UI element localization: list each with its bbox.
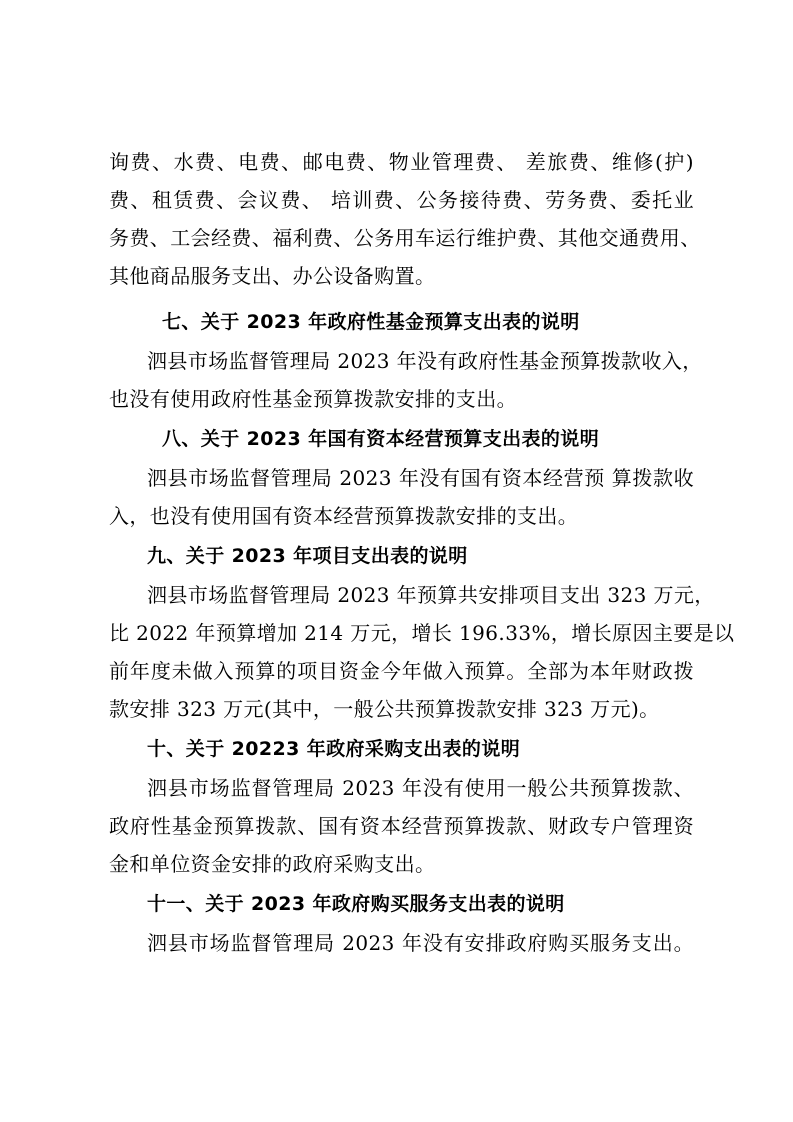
section-heading: 十一、关于 2023 年政府购买服务支出表的说明 [147, 893, 565, 915]
section-heading: 九、关于 2023 年项目支出表的说明 [147, 545, 468, 567]
paragraph-line: 比 2022 年预算增加 214 万元，增长 196.33%，增长原因主要是以 [109, 621, 735, 645]
paragraph-line: 政府性基金预算拨款、国有资本经营预算拨款、财政专户管理资 [109, 814, 694, 838]
paragraph-line: 务费、工会经费、福利费、公务用车运行维护费、其他交通费用、 [109, 226, 701, 250]
paragraph-line: 泗县市场监督管理局 2023 年没有政府性基金预算拨款收入， [147, 349, 703, 373]
paragraph-line: 款安排 323 万元(其中，一般公共预算拨款安排 323 万元)。 [109, 697, 660, 721]
paragraph-line: 入，也没有使用国有资本经营预算拨款安排的支出。 [109, 504, 579, 528]
paragraph-line: 其他商品服务支出、办公设备购置。 [109, 264, 436, 288]
paragraph-line: 泗县市场监督管理局 2023 年预算共安排项目支出 323 万元， [147, 583, 715, 607]
paragraph-line: 泗县市场监督管理局 2023 年没有国有资本经营预 算拨款收 [147, 466, 694, 490]
paragraph-line: 泗县市场监督管理局 2023 年没有安排政府购买服务支出。 [147, 931, 694, 955]
section-heading: 七、关于 2023 年政府性基金预算支出表的说明 [162, 311, 580, 333]
paragraph-line: 费、租赁费、会议费、 培训费、公务接待费、劳务费、委托业 [109, 188, 694, 212]
paragraph-line: 泗县市场监督管理局 2023 年没有使用一般公共预算拨款、 [147, 776, 694, 800]
paragraph-line: 询费、水费、电费、邮电费、物业管理费、 差旅费、维修(护) [109, 150, 694, 174]
section-heading: 十、关于 20223 年政府采购支出表的说明 [147, 738, 521, 760]
paragraph-line: 也没有使用政府性基金预算拨款安排的支出。 [109, 387, 517, 411]
paragraph-line: 金和单位资金安排的政府采购支出。 [109, 852, 436, 876]
paragraph-line: 前年度未做入预算的项目资金今年做入预算。全部为本年财政拨 [109, 659, 694, 683]
section-heading: 八、关于 2023 年国有资本经营预算支出表的说明 [162, 428, 600, 450]
